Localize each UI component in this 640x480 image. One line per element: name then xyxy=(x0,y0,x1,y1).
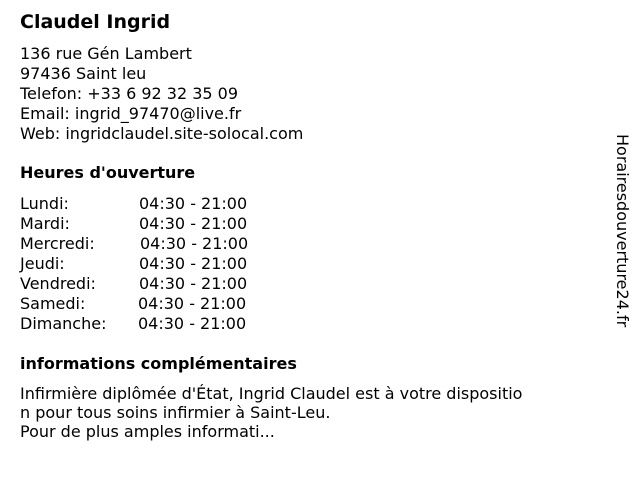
day-label: Lundi: xyxy=(20,194,69,213)
time-range: 04:30 - 21:00 xyxy=(139,194,248,213)
day-label: Jeudi: xyxy=(20,254,65,273)
email-text: Email: ingrid_97470@live.fr xyxy=(20,104,242,123)
day-label: Samedi: xyxy=(20,294,86,313)
day-label: Mercredi: xyxy=(20,234,95,253)
time-range: 04:30 - 21:00 xyxy=(139,274,248,293)
info-line: Pour de plus amples informati... xyxy=(20,422,275,441)
phone-text: Telefon: +33 6 92 32 35 09 xyxy=(20,84,239,103)
time-range: 04:30 - 21:00 xyxy=(138,314,247,333)
website-text: Web: ingridclaudel.site-solocal.com xyxy=(20,124,304,143)
contact-block xyxy=(20,44,303,144)
business-name: Claudel Ingrid xyxy=(20,11,171,33)
info-line: n pour tous soins infirmier à Saint-Leu. xyxy=(20,403,331,422)
time-range: 04:30 - 21:00 xyxy=(140,234,249,253)
day-label: Mardi: xyxy=(20,214,70,233)
additional-info-heading: informations complémentaires xyxy=(20,354,297,373)
day-label: Dimanche: xyxy=(20,314,107,333)
day-label: Vendredi: xyxy=(20,274,96,293)
address-city: 97436 Saint leu xyxy=(20,64,147,83)
time-range: 04:30 - 21:00 xyxy=(139,214,248,233)
time-range: 04:30 - 21:00 xyxy=(138,294,247,313)
address-street: 136 rue Gén Lambert xyxy=(20,44,192,63)
time-range: 04:30 - 21:00 xyxy=(139,254,248,273)
site-watermark: Horairesdouverture24.fr xyxy=(613,134,632,328)
info-line: Infirmière diplômée d'État, Ingrid Claudel est à votre dispositio xyxy=(20,384,523,403)
opening-hours-heading: Heures d'ouverture xyxy=(20,163,196,182)
additional-info-text xyxy=(20,384,522,441)
